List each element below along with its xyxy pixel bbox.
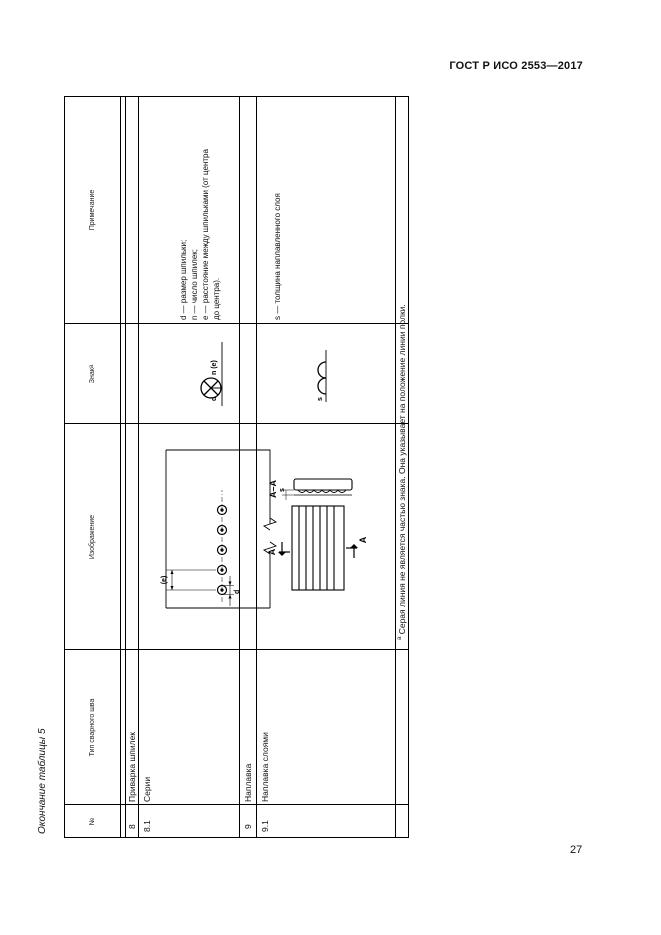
stud-series-drawing [138,424,239,650]
row-9-type: Наплавка [243,763,253,802]
row-divider [395,96,396,838]
surfacing-symbol-arc [318,362,326,378]
stud-d-label: d [234,589,241,594]
header-divider-double [125,96,126,838]
row-9-1-note-1: s — толщина наплавленного слоя [273,193,282,320]
surfacing-sign-s: s [317,397,324,401]
header-divider [120,96,121,838]
header-type: Тип сварного шва [88,698,96,757]
document-header-title: ГОСТ Р ИСО 2553—2017 [449,60,583,72]
surfacing-symbol-arc [318,378,326,394]
row-9-1-num: 9.1 [260,820,270,832]
table-footnote [397,304,407,640]
section-mark-a-top: A [267,548,277,556]
section-mark-a-bottom: A [358,536,368,544]
row-8-1-note-4: до центра). [212,277,221,320]
header-sign-footnote-marker: а [89,364,95,369]
row-8-1-num: 8.1 [142,820,152,832]
table-caption: Окончание таблицы 5 [37,728,48,834]
row-8-num: 8 [127,824,137,829]
stud-weld-sign [138,324,239,424]
row-9-1-type: Наплавка слоями [260,732,270,802]
header-sign-label: Знак [88,368,96,384]
row-8-1-note-2: n — число шпилек; [190,248,199,320]
footnote-marker: а [397,636,404,640]
row-8-1-note-1: d — размер шпильки; [179,239,188,320]
weld-table [64,96,409,838]
header-note: Примечание [88,189,96,231]
surfacing-weld-sign [256,324,395,424]
stud-sign-n: n (e) [211,360,218,375]
row-8-1-type: Серии [142,776,152,802]
row-8-type: Приварка шпилек [127,731,137,802]
footnote-text: Серая линия не является частью знака. Она указывает на положение линии полки. [397,304,407,635]
header-num: № [88,817,96,826]
rotated-table-block [37,96,457,838]
page-number: 27 [570,844,583,856]
surfacing-drawing [256,424,395,650]
row-9-num: 9 [243,824,253,829]
row-8-1-note-3: e — расстояние между шпильками (от центра [201,149,210,320]
surfaced-plate [292,506,344,590]
surfacing-s-label: s [279,488,286,492]
stud-e-label: (e) [161,575,168,585]
section-plate [294,479,352,490]
row-divider [239,96,240,838]
header-sign [64,324,120,424]
header-image: Изображение [88,514,96,560]
section-label-aa: A–A [268,479,278,498]
stud-sign-d: d [211,396,218,401]
